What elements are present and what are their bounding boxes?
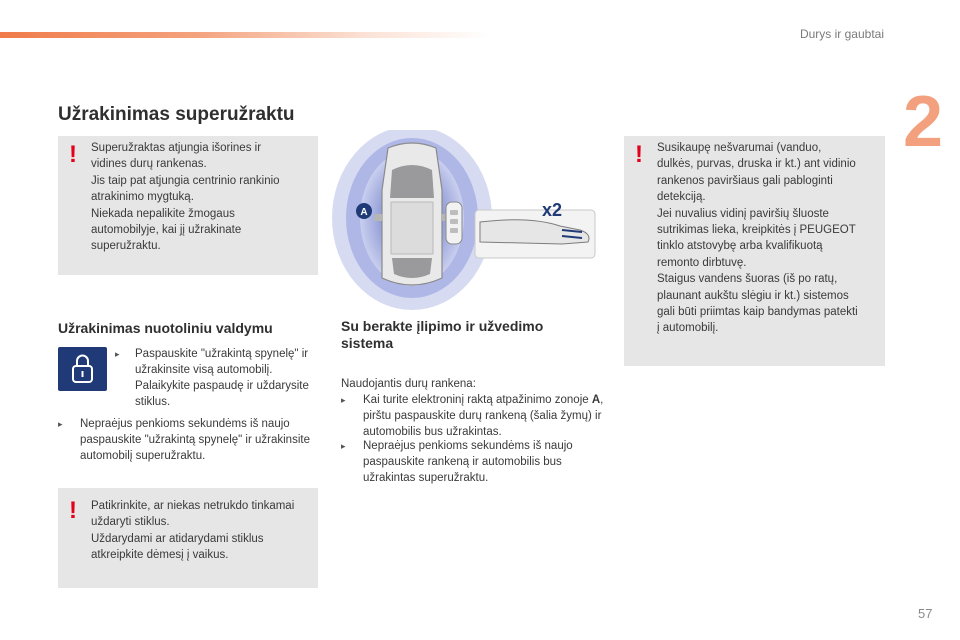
list-item — [341, 438, 611, 486]
keyless-illustration — [330, 130, 615, 310]
warning-line: remonto dirbtuvę. — [657, 256, 747, 269]
warning-line: atkreipkite dėmesį į vaikus. — [91, 549, 229, 562]
warning-line: dulkės, purvas, druska ir kt.) ant vidinio — [657, 158, 856, 171]
warning-box-windows — [58, 488, 318, 588]
warning-text — [657, 140, 879, 337]
warning-text — [91, 498, 312, 564]
zone-a-label: A — [360, 207, 368, 218]
warning-line: automobilyje, kai jį užrakinate — [91, 224, 242, 237]
list-item-text: Nepraėjus penkioms sekundėms iš naujo paspauskite rankeną ir automobilis bus užrakintas superužraktu. — [363, 440, 573, 484]
warning-box-superlock — [58, 136, 318, 275]
warning-line: Niekada nepalikite žmogaus — [91, 207, 235, 220]
warning-line: sutrikimas lieka, kreipkitės į PEUGEOT — [657, 224, 856, 237]
arrow-right-bullet-icon: ▸ — [341, 441, 346, 451]
warning-line: tinklo atstovybę arba kvalifikuotą — [657, 240, 823, 253]
padlock-icon — [58, 347, 107, 391]
warning-line: uždaryti stiklus. — [91, 516, 170, 529]
text-part: Kai turite elektroninį raktą atpažinimo zonoje — [363, 394, 592, 406]
exclamation-icon: ! — [635, 141, 643, 168]
section-title-keyless: Su berakte įlipimo ir užvedimo sistema — [341, 318, 544, 351]
warning-line: Jei nuvalius vidinį paviršių šluoste — [657, 207, 829, 220]
page-number: 57 — [918, 606, 933, 621]
list-item — [341, 392, 611, 440]
warning-line: detekciją. — [657, 191, 706, 204]
warning-line: rankenos paviršiaus gali pabloginti — [657, 174, 833, 187]
warning-box-dirt — [624, 136, 885, 366]
header-accent-bar — [0, 32, 490, 38]
warning-line: Staigus vandens šuoras (iš po ratų, — [657, 273, 838, 286]
list-item — [58, 416, 318, 464]
warning-line: vidines durų rankenas. — [91, 158, 207, 171]
warning-line: atrakinimo mygtuką. — [91, 191, 194, 204]
chapter-number: 2 — [903, 82, 944, 162]
warning-line: Patikrinkite, ar niekas netrukdo tinkamai — [91, 500, 295, 512]
list-item-text: Nepraėjus penkioms sekundėms iš naujo paspauskite "užrakintą spynelę" ir užrakinsite automobilį superužraktu. — [80, 418, 310, 462]
press-count-label: x2 — [542, 200, 563, 220]
section-title-remote: Užrakinimas nuotoliniu valdymu — [58, 320, 273, 336]
list-item — [115, 346, 315, 410]
list-item-text — [341, 392, 611, 440]
warning-line: Jis taip pat atjungia centrinio rankinio — [91, 174, 280, 187]
warning-text — [91, 140, 312, 255]
arrow-right-bullet-icon: ▸ — [115, 349, 120, 359]
section-header-title: Durys ir gaubtai — [799, 27, 884, 41]
text-part: , pirštu paspauskite durų rankeną (šalia žymų) ir automobilis bus užrakintas. — [363, 394, 604, 438]
warning-line: Superužraktas atjungia išorines ir — [91, 142, 262, 154]
arrow-right-bullet-icon: ▸ — [341, 395, 346, 405]
exclamation-icon: ! — [69, 497, 77, 524]
warning-line: Uždarydami ar atidarydami stiklus — [91, 532, 264, 545]
warning-line: gali būti priimtas kaip bandymas patekti — [657, 306, 858, 319]
keyless-intro: Naudojantis durų rankena: — [341, 378, 476, 390]
warning-line: Susikaupę nešvarumai (vanduo, — [657, 142, 822, 154]
exclamation-icon: ! — [69, 141, 77, 168]
zone-label: A — [591, 394, 601, 406]
arrow-right-bullet-icon: ▸ — [58, 419, 63, 429]
page-title: Užrakinimas superužraktu — [58, 104, 295, 125]
warning-line: į automobilį. — [657, 322, 719, 335]
warning-line: plaunant aukštu slėgiu ir kt.) sistemos — [657, 289, 849, 302]
warning-line: superužraktu. — [91, 240, 161, 253]
list-item-text: Paspauskite "užrakintą spynelę" ir užrakinsite visą automobilį. Palaikykite paspaudę ir uždarysite stiklus. — [135, 348, 309, 408]
